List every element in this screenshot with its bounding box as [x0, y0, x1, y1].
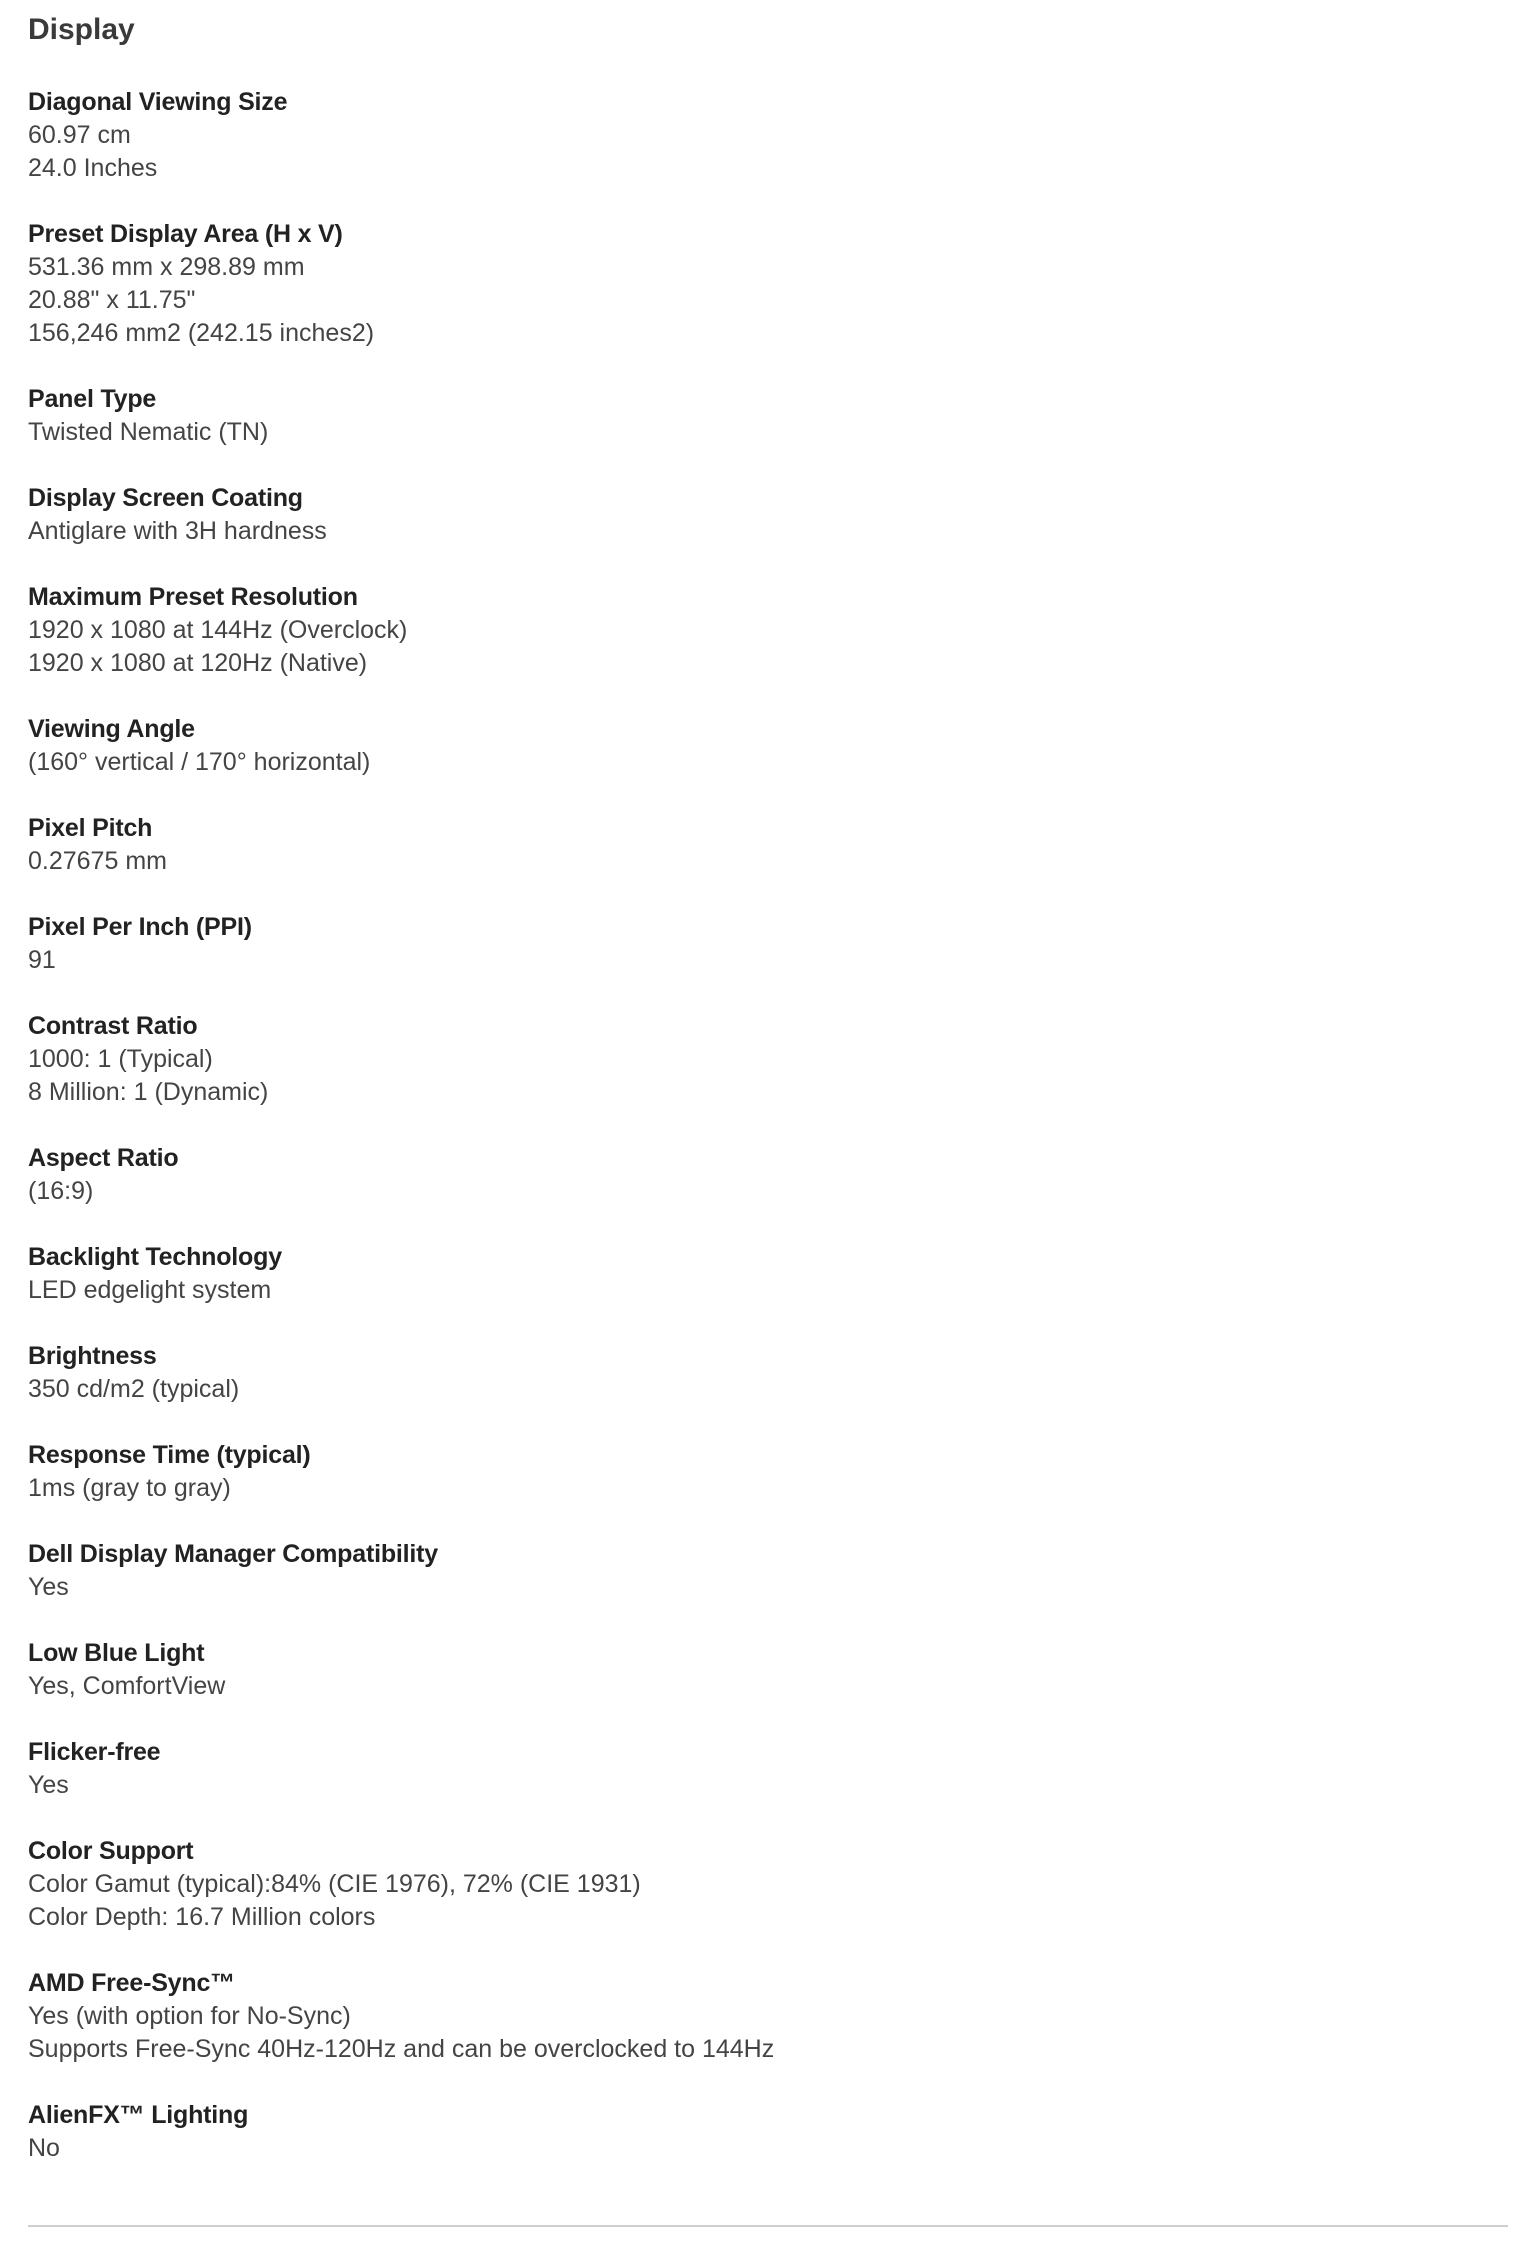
spec-item: [28, 383, 1508, 449]
spec-value: 8 Million: 1 (Dynamic): [28, 1078, 269, 1106]
spec-value: 1000: 1 (Typical): [28, 1045, 213, 1073]
spec-value: Yes: [28, 1771, 69, 1799]
spec-item: [28, 1736, 1508, 1802]
section-title: Display: [28, 13, 135, 46]
spec-value: 24.0 Inches: [28, 154, 158, 182]
spec-value: 156,246 mm2 (242.15 inches2): [28, 319, 375, 347]
spec-label: Diagonal Viewing Size: [28, 88, 288, 116]
spec-page: [28, 0, 1508, 2198]
spec-item: [28, 1439, 1508, 1505]
spec-label: Brightness: [28, 1342, 157, 1370]
spec-value: Supports Free-Sync 40Hz-120Hz and can be overclocked to 144Hz: [28, 2035, 775, 2063]
spec-item: [28, 1637, 1508, 1703]
spec-value: No: [28, 2134, 60, 2162]
spec-value: 60.97 cm: [28, 121, 131, 149]
spec-label: Aspect Ratio: [28, 1144, 179, 1172]
spec-label: Preset Display Area (H x V): [28, 220, 343, 248]
spec-value: Color Depth: 16.7 Million colors: [28, 1903, 376, 1931]
spec-item: [28, 581, 1508, 680]
spec-value: 1920 x 1080 at 120Hz (Native): [28, 649, 368, 677]
spec-label: Low Blue Light: [28, 1639, 205, 1667]
spec-value: 350 cd/m2 (typical): [28, 1375, 240, 1403]
spec-list: [28, 86, 1508, 2165]
spec-value: 531.36 mm x 298.89 mm: [28, 253, 305, 281]
spec-value: Antiglare with 3H hardness: [28, 517, 327, 545]
spec-item: [28, 1340, 1508, 1406]
spec-item: [28, 1241, 1508, 1307]
spec-item: [28, 1967, 1508, 2066]
spec-item: [28, 218, 1508, 350]
spec-value: Color Gamut (typical):84% (CIE 1976), 72% (CIE 1931): [28, 1870, 641, 1898]
spec-item: [28, 713, 1508, 779]
spec-label: Panel Type: [28, 385, 157, 413]
spec-item: [28, 911, 1508, 977]
spec-value: Yes (with option for No-Sync): [28, 2002, 351, 2030]
spec-label: AlienFX™ Lighting: [28, 2101, 249, 2129]
spec-item: [28, 1835, 1508, 1934]
spec-value: (160° vertical / 170° horizontal): [28, 748, 371, 776]
spec-value: Yes: [28, 1573, 69, 1601]
spec-item: [28, 1142, 1508, 1208]
spec-item: [28, 1010, 1508, 1109]
spec-item: [28, 1538, 1508, 1604]
spec-item: [28, 86, 1508, 185]
spec-label: Viewing Angle: [28, 715, 195, 743]
spec-label: Maximum Preset Resolution: [28, 583, 358, 611]
spec-label: Backlight Technology: [28, 1243, 282, 1271]
spec-label: Pixel Per Inch (PPI): [28, 913, 252, 941]
spec-value: 1ms (gray to gray): [28, 1474, 231, 1502]
spec-item: [28, 2099, 1508, 2165]
spec-item: [28, 812, 1508, 878]
spec-value: Yes, ComfortView: [28, 1672, 226, 1700]
spec-value: LED edgelight system: [28, 1276, 272, 1304]
spec-value: 20.88" x 11.75": [28, 286, 196, 314]
spec-value: 1920 x 1080 at 144Hz (Overclock): [28, 616, 408, 644]
spec-label: Pixel Pitch: [28, 814, 153, 842]
spec-label: Contrast Ratio: [28, 1012, 198, 1040]
spec-value: 0.27675 mm: [28, 847, 167, 875]
section-divider: [28, 2225, 1508, 2227]
spec-value: 91: [28, 946, 56, 974]
spec-value: Twisted Nematic (TN): [28, 418, 269, 446]
spec-value: (16:9): [28, 1177, 94, 1205]
spec-label: Display Screen Coating: [28, 484, 303, 512]
spec-label: Response Time (typical): [28, 1441, 311, 1469]
spec-label: AMD Free-Sync™: [28, 1969, 235, 1997]
spec-label: Flicker-free: [28, 1738, 161, 1766]
spec-label: Dell Display Manager Compatibility: [28, 1540, 438, 1568]
spec-item: [28, 482, 1508, 548]
spec-label: Color Support: [28, 1837, 194, 1865]
